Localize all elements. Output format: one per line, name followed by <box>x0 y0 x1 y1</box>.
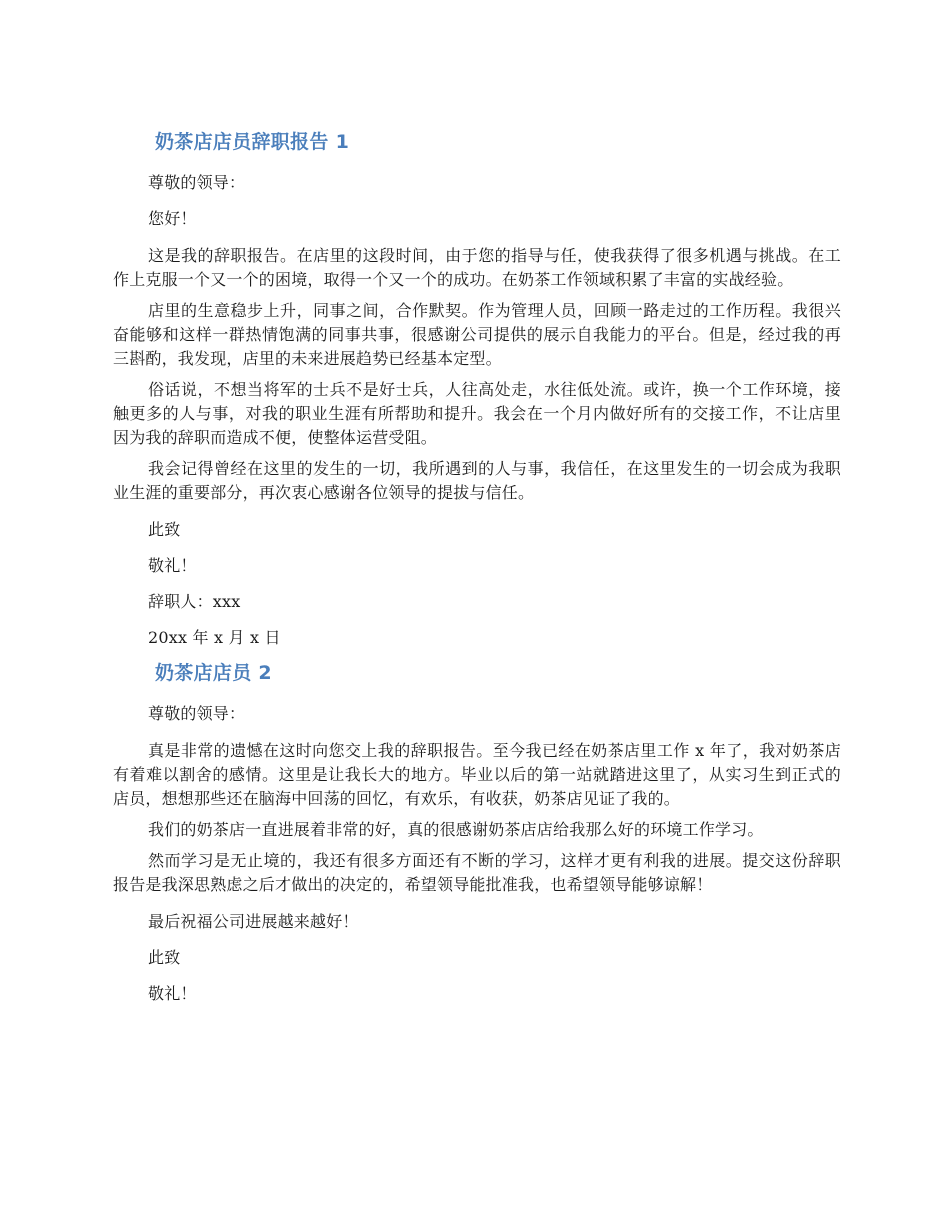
section-1-date: 20xx 年 x 月 x 日 <box>148 628 281 647</box>
section-2-paragraph-2: 我们的奶茶店一直进展着非常的好，真的很感谢奶茶店店给我那么好的环境工作学习。 <box>148 820 764 839</box>
section-1-paragraph-4: 我会记得曾经在这里的发生的一切，我所遇到的人与事，我信任，在这里发生的一切会成为我职业生涯的重要部分，再次衷心感谢各位领导的提拔与信任。 <box>113 459 841 502</box>
section-2-closing-2: 敬礼！ <box>148 984 197 1003</box>
section-2-paragraph-3: 然而学习是无止境的，我还有很多方面还有不断的学习，这样才更有利我的进展。提交这份辞职报告是我深思熟虑之后才做出的决定的，希望领导能批准我，也希望领导能够谅解！ <box>113 851 841 894</box>
document-content <box>113 127 841 1012</box>
section-1-closing-1: 此致 <box>148 520 181 539</box>
section-2-title: 奶茶店店员 2 <box>155 662 272 684</box>
section-1-title: 奶茶店店员辞职报告 1 <box>155 131 350 153</box>
section-2-closing-1: 此致 <box>148 948 181 967</box>
section-1-signer: 辞职人：xxx <box>148 592 241 611</box>
section-2-wish: 最后祝福公司进展越来越好！ <box>148 912 359 931</box>
section-1-closing-2: 敬礼！ <box>148 556 197 575</box>
section-1-paragraph-2: 店里的生意稳步上升，同事之间，合作默契。作为管理人员，回顾一路走过的工作历程。我很兴奋能够和这样一群热情饱满的同事共事，很感谢公司提供的展示自我能力的平台。但是，经过我的再三斟酌，我发现，店里的未来进展趋势已经基本定型。 <box>113 301 841 368</box>
section-1-salutation: 尊敬的领导： <box>148 173 246 192</box>
section-2-paragraph-1: 真是非常的遗憾在这时向您交上我的辞职报告。至今我已经在奶茶店里工作 x 年了，我对奶茶店有着难以割舍的感情。这里是让我长大的地方。毕业以后的第一站就踏进这里了，从实习生到正式的店员，想想那些还在脑海中回荡的回忆，有欢乐，有收获，奶茶店见证了我的。 <box>113 741 841 808</box>
section-1-greeting: 您好！ <box>148 209 197 228</box>
section-2-salutation: 尊敬的领导： <box>148 704 246 723</box>
section-1-paragraph-1: 这是我的辞职报告。在店里的这段时间，由于您的指导与任，使我获得了很多机遇与挑战。在工作上克服一个又一个的困境，取得一个又一个的成功。在奶茶工作领域积累了丰富的实战经验。 <box>113 246 841 289</box>
section-1-paragraph-3: 俗话说，不想当将军的士兵不是好士兵，人往高处走，水往低处流。或许，换一个工作环境，接触更多的人与事，对我的职业生涯有所帮助和提升。我会在一个月内做好所有的交接工作，不让店里因为我的辞职而造成不便，使整体运营受阻。 <box>113 380 841 447</box>
